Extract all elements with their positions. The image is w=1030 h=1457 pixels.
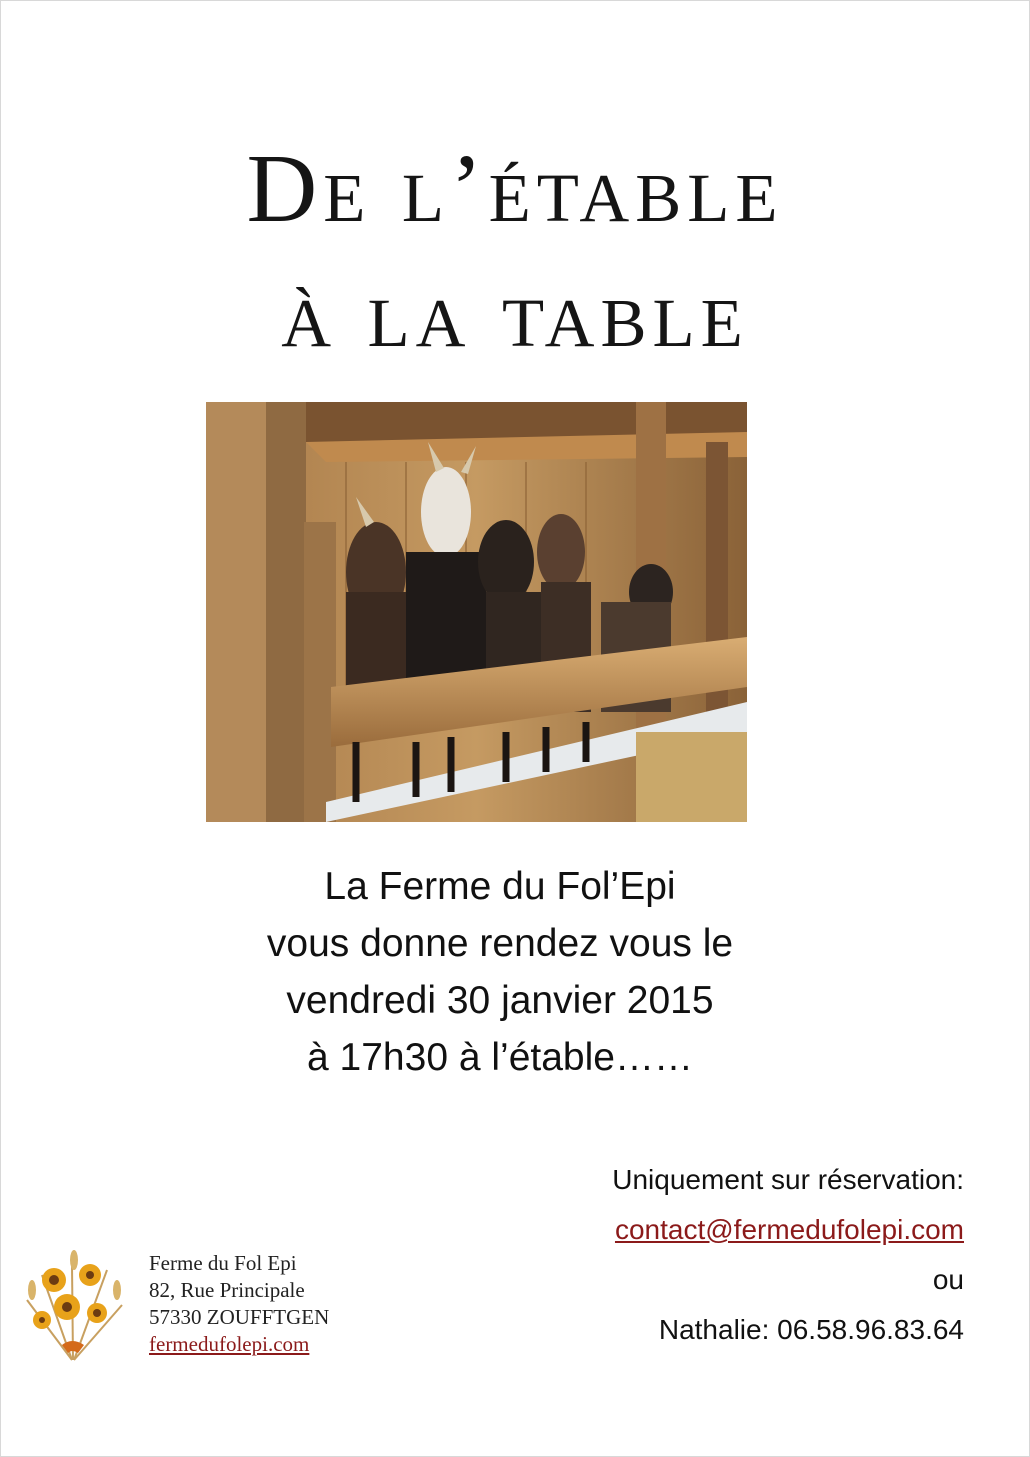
or-label: ou	[932, 1264, 964, 1295]
invitation-line-2: vous donne rendez vous le	[266, 922, 734, 965]
title-line-1: De l’étable	[246, 135, 784, 243]
sunflower-bouquet-icon	[12, 1245, 137, 1365]
goats-in-stable-photo	[206, 402, 747, 822]
farm-name: Ferme du Fol Epi	[149, 1251, 297, 1275]
title-line-2: à la table	[281, 260, 749, 368]
contact-email-link[interactable]: contact@fermedufolepi.com	[614, 1214, 964, 1245]
invitation-text	[0, 858, 1000, 1086]
farm-address	[149, 1250, 329, 1358]
invitation-line-3: vendredi 30 janvier 2015	[286, 979, 714, 1022]
reservation-label: Uniquement sur réservation:	[612, 1164, 964, 1195]
phone-label: Nathalie: 06.58.96.83.64	[658, 1314, 964, 1345]
invitation-line-4: à 17h30 à l’étable……	[307, 1036, 693, 1079]
contact-block	[612, 1155, 964, 1355]
invitation-line-1: La Ferme du Fol’Epi	[324, 865, 676, 908]
farm-street: 82, Rue Principale	[149, 1278, 305, 1302]
farm-website-link[interactable]: fermedufolepi.com	[149, 1332, 310, 1356]
farm-city: 57330 ZOUFFTGEN	[149, 1305, 330, 1329]
